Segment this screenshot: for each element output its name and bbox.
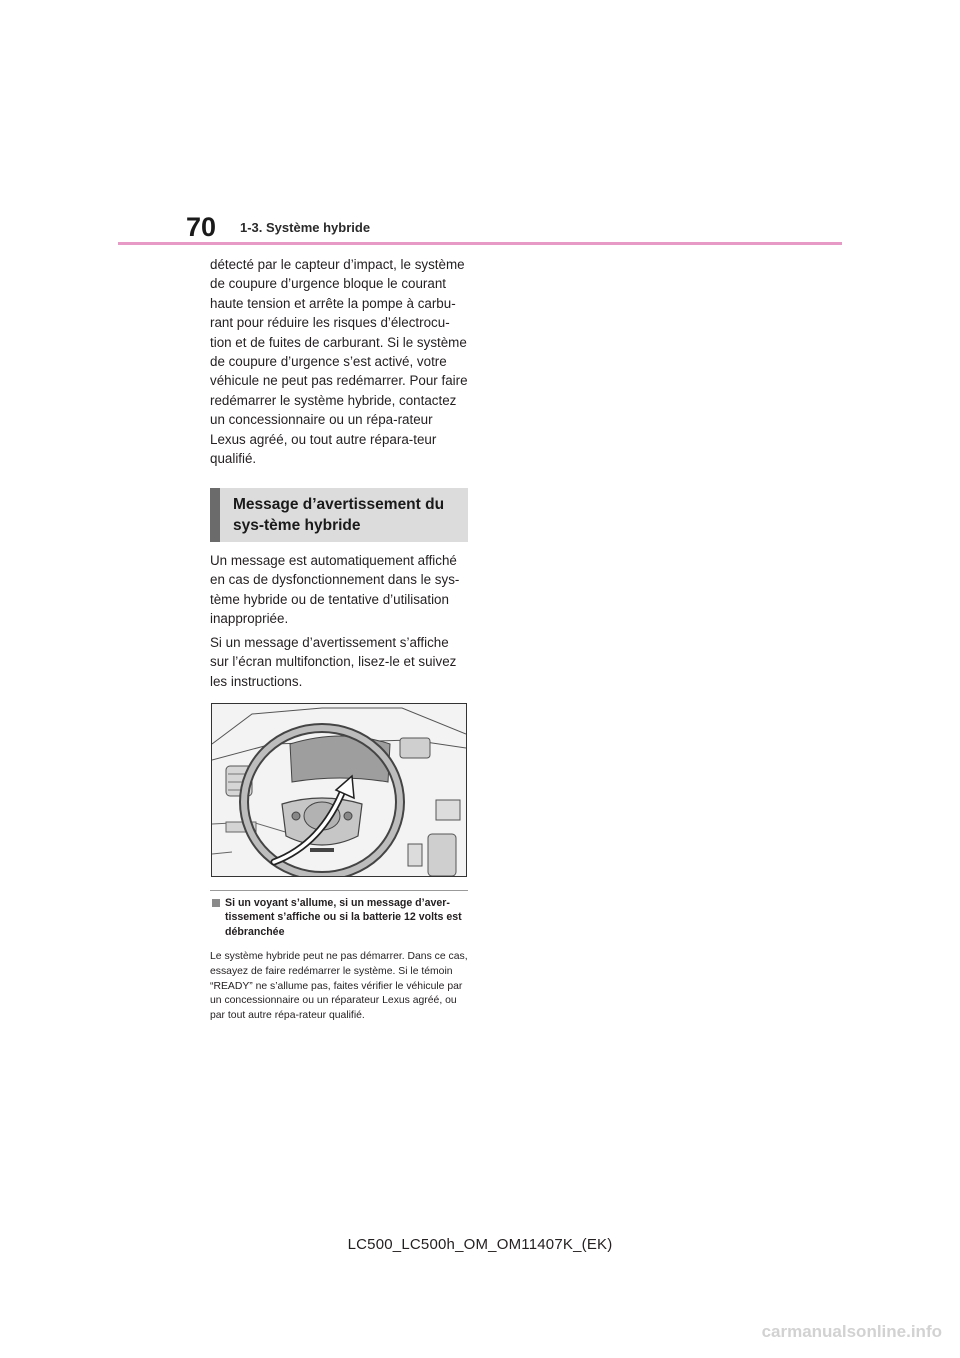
page-number: 70	[186, 212, 217, 242]
intro-paragraph: détecté par le capteur d’impact, le système de coupure d’urgence bloque le courant haute tension et arrête la pompe à carbu-rant pour réduire les risques d’électrocu-tion et de fuites de carburant. Si le système de coupure d’urgence s’est activé, votre véhicule ne peut pas redémarrer. Pour faire redémarrer le système hybride, contactez un concessionnaire ou un répa-rateur Lexus agréé, ou tout autre répara-teur qualifié.	[210, 257, 468, 467]
note-text: Le système hybride peut ne pas démarrer. Dans ce cas, essayez de faire redémarrer le système. Si le témoin “READY” ne s’allume pas, faites vérifier le véhicule par un concessionnaire ou un réparateur Lexus agréé, ou par tout autre répa-rateur qualifié.	[210, 951, 468, 1022]
section-heading-box	[210, 488, 468, 542]
footer-document-code: LC500_LC500h_OM_OM11407K_(EK)	[347, 1236, 613, 1253]
dashboard-illustration	[211, 703, 467, 877]
paragraph-message-info: Un message est automatiquement affiché en cas de dysfonctionnement dans le sys-tème hybride ou de tentative d’utilisation inappropriée.	[210, 553, 460, 627]
header-divider	[118, 242, 842, 245]
paragraph-warning-instructions: Si un message d’avertissement s’affiche sur l’écran multifonction, lisez-le et suivez les instructions.	[210, 635, 457, 689]
watermark: carmanualsonline.info	[761, 1322, 942, 1341]
section-title: 1-3. Système hybride	[240, 220, 371, 235]
note-heading: Si un voyant s’allume, si un message d’aver-tissement s’affiche ou si la batterie 12 volts est débranchée	[225, 897, 462, 938]
section-heading: Message d’avertissement du sys-tème hybride	[233, 496, 445, 534]
note-square-bullet-icon	[212, 899, 220, 907]
dashboard-drawing	[212, 704, 466, 876]
note-divider	[210, 890, 468, 891]
